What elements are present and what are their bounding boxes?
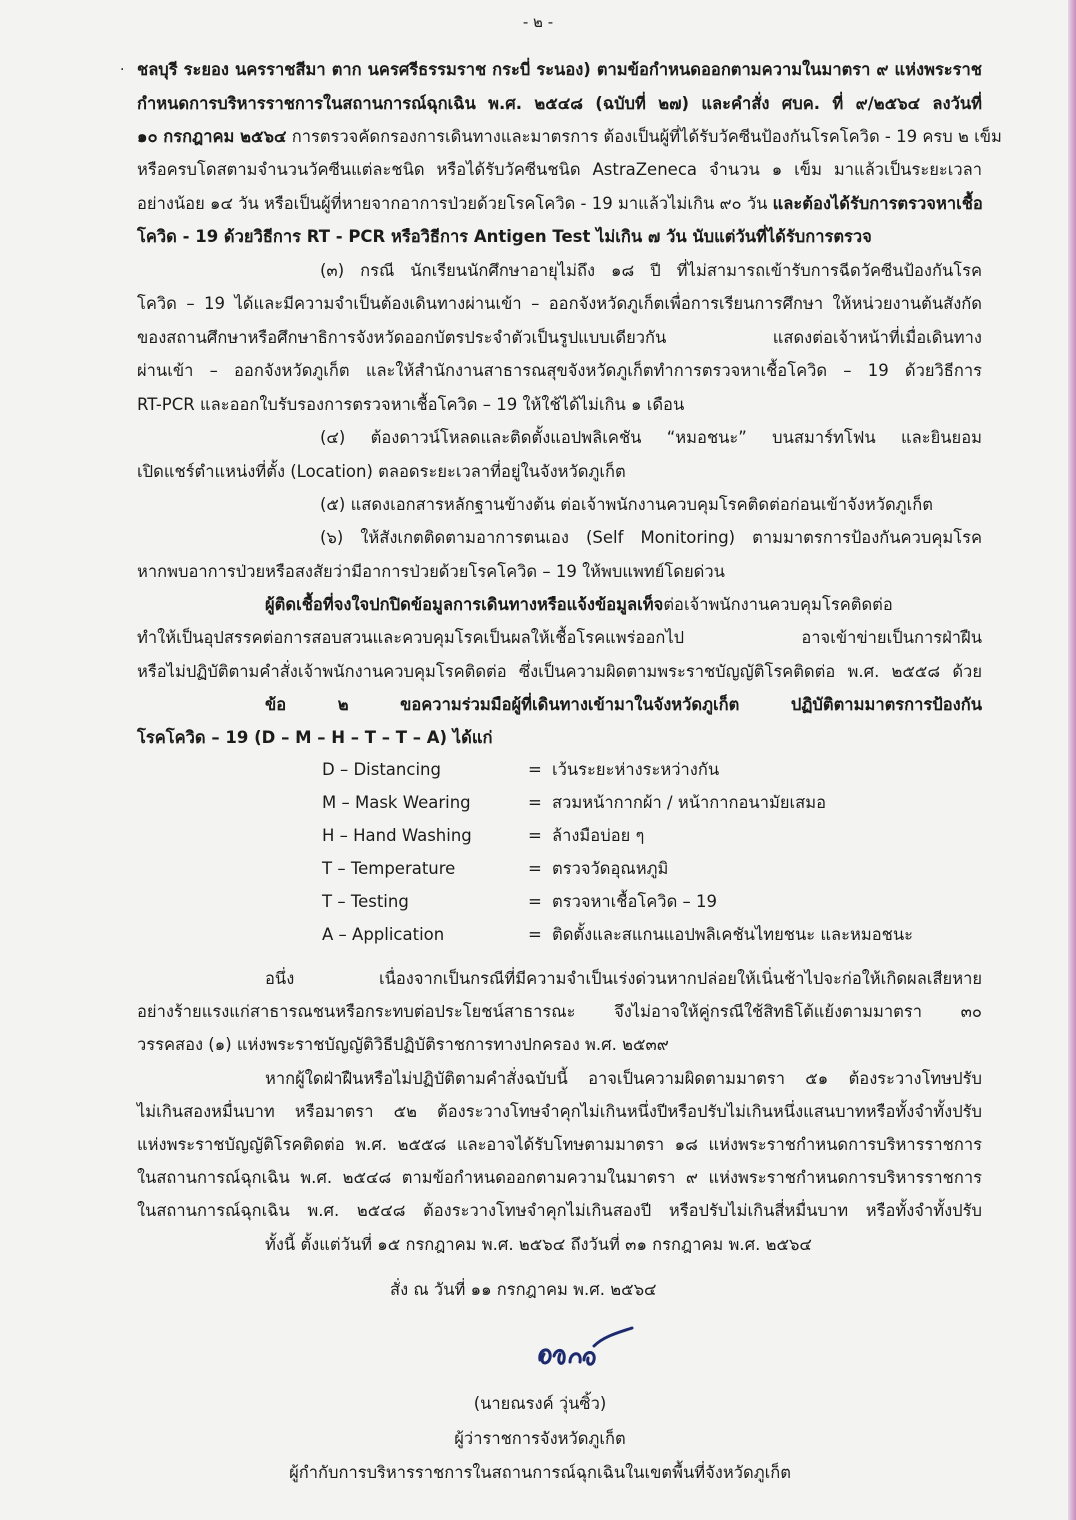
measure-code: M – Mask Wearing <box>322 793 471 812</box>
clause-heading: ข้อ ๒ ขอความร่วมมือผู้ที่เดินทางเข้ามาในจังหวัดภูเก็ต ปฏิบัติตามมาตรการป้องกัน <box>265 695 982 714</box>
bullet-mark: · <box>120 62 125 78</box>
measure-desc: ตรวจวัดอุณหภูมิ <box>552 859 669 878</box>
body-line: ไม่เกินสองหมื่นบาท หรือมาตรา ๕๒ ต้องระวางโทษจำคุกไม่เกินหนึ่งปีหรือปรับไม่เกินหนึ่งแสนบาทหรือทั้งจำทั้งปรับ <box>137 1102 982 1121</box>
body-line: RT-PCR และออกใบรับรองการตรวจหาเชื้อโควิด – 19 ให้ใช้ได้ไม่เกิน ๑ เดือน <box>137 395 685 414</box>
measure-equals: = <box>528 826 542 845</box>
body-text: การตรวจคัดกรองการเดินทางและมาตรการ ต้องเป็นผู้ที่ได้รับวัคซีนป้องกันโรคโควิด - 19 ครบ ๒ เข็ม <box>286 127 1002 146</box>
body-line: (๓) กรณี นักเรียนนักศึกษาอายุไม่ถึง ๑๘ ปี ที่ไม่สามารถเข้ารับการฉีดวัคซีนป้องกันโรค <box>320 261 982 280</box>
measure-equals: = <box>528 793 542 812</box>
body-line: อย่างร้ายแรงแก่สาธารณชนหรือกระทบต่อประโยชน์สาธารณะ จึงไม่อาจให้คู่กรณีใช้สิทธิโต้แย้งตามมาตรา ๓๐ <box>137 1002 982 1021</box>
measure-equals: = <box>528 859 542 878</box>
page-number: - ๒ - <box>522 13 554 31</box>
handwritten-signature <box>530 1318 650 1378</box>
bold-text: และต้องได้รับการตรวจหาเชื้อ <box>772 194 983 213</box>
body-line: เปิดแชร์ตำแหน่งที่ตั้ง (Location) ตลอดระยะเวลาที่อยู่ในจังหวัดภูเก็ต <box>137 462 626 481</box>
measure-code: D – Distancing <box>322 760 441 779</box>
body-line <box>137 193 982 215</box>
body-line: แห่งพระราชบัญญัติโรคติดต่อ พ.ศ. ๒๕๕๘ และอาจได้รับโทษตามมาตรา ๑๘ แห่งพระราชกำหนดการบริหารราชการ <box>137 1135 982 1154</box>
body-line: หากพบอาการป่วยหรือสงสัยว่ามีอาการป่วยด้วยโรคโควิด – 19 ให้พบแพทย์โดยด่วน <box>137 562 725 581</box>
measure-desc: ล้างมือบ่อย ๆ <box>552 826 645 845</box>
signer-name: (นายณรงค์ วุ่นซิ้ว) <box>473 1394 607 1413</box>
body-line: ในสถานการณ์ฉุกเฉิน พ.ศ. ๒๕๔๘ ต้องระวางโทษจำคุกไม่เกินสองปี หรือปรับไม่เกินสี่หมื่นบาท หรือทั้งจำทั้งปรับ <box>137 1201 982 1220</box>
effective-period: ทั้งนี้ ตั้งแต่วันที่ ๑๕ กรกฎาคม พ.ศ. ๒๕๖๔ ถึงวันที่ ๓๑ กรกฎาคม พ.ศ. ๒๕๖๔ <box>265 1235 812 1254</box>
clause-heading: โรคโควิด – 19 (D – M – H – T – T – A) ได้แก่ <box>137 728 493 747</box>
measure-desc: สวมหน้ากากผ้า / หน้ากากอนามัยเสมอ <box>552 793 827 812</box>
body-line: วรรคสอง (๑) แห่งพระราชบัญญัติวิธีปฏิบัติราชการทางปกครอง พ.ศ. ๒๕๓๙ <box>137 1035 669 1054</box>
body-line: ผ่านเข้า – ออกจังหวัดภูเก็ต และให้สำนักงานสาธารณสุขจังหวัดภูเก็ตทำการตรวจหาเชื้อโควิด – 19 ด้วยวิธีการ <box>137 361 982 380</box>
measure-desc: ตรวจหาเชื้อโควิด – 19 <box>552 892 718 911</box>
measure-equals: = <box>528 925 542 944</box>
body-line: ชลบุรี ระยอง นครราชสีมา ตาก นครศรีธรรมราช กระบี่ ระนอง) ตามข้อกำหนดออกตามความในมาตรา ๙ แห่งพระราช <box>137 60 982 79</box>
body-text: อย่างน้อย ๑๔ วัน หรือเป็นผู้ที่หายจากอาการป่วยด้วยโรคโควิด - 19 มาแล้วไม่เกิน ๙๐ วัน <box>137 194 773 213</box>
signer-title: ผู้ว่าราชการจังหวัดภูเก็ต <box>454 1429 626 1448</box>
measure-equals: = <box>528 892 542 911</box>
measure-code: H – Hand Washing <box>322 826 472 845</box>
body-line: (๔) ต้องดาวน์โหลดและติดตั้งแอปพลิเคชัน “หมอชนะ” บนสมาร์ทโฟน และยินยอม <box>320 428 982 447</box>
body-line: โควิด – 19 ได้และมีความจำเป็นต้องเดินทางผ่านเข้า – ออกจังหวัดภูเก็ตเพื่อการเรียนการศึกษา ให้หน่วยงานต้นสังกัด <box>137 294 982 313</box>
measure-equals: = <box>528 760 542 779</box>
body-line: ในสถานการณ์ฉุกเฉิน พ.ศ. ๒๕๔๘ ตามข้อกำหนดออกตามความในมาตรา ๙ แห่งพระราชกำหนดการบริหารราชการ <box>137 1168 982 1187</box>
body-line: หากผู้ใดฝ่าฝืนหรือไม่ปฏิบัติตามคำสั่งฉบับนี้ อาจเป็นความผิดตามมาตรา ๕๑ ต้องระวางโทษปรับ <box>265 1069 982 1088</box>
body-line: (๖) ให้สังเกตติดตามอาการตนเอง (Self Monitoring) ตามมาตรการป้องกันควบคุมโรค <box>320 528 982 547</box>
body-line: กำหนดการบริหารราชการในสถานการณ์ฉุกเฉิน พ.ศ. ๒๕๔๘ (ฉบับที่ ๒๗) และคำสั่ง ศบค. ที่ ๙/๒๕๖๔ ลงวันที่ <box>137 94 982 113</box>
signer-role: ผู้กำกับการบริหารราชการในสถานการณ์ฉุกเฉินในเขตพื้นที่จังหวัดภูเก็ต <box>289 1463 791 1482</box>
measure-code: T – Temperature <box>322 859 456 878</box>
body-line: อนึ่ง เนื่องจากเป็นกรณีที่มีความจำเป็นเร่งด่วนหากปล่อยให้เนิ่นช้าไปจะก่อให้เกิดผลเสียหาย <box>265 969 982 988</box>
body-line <box>137 126 1002 148</box>
body-line <box>265 594 982 616</box>
measure-code: T – Testing <box>322 892 409 911</box>
date-emphasis: ๑๐ กรกฎาคม ๒๕๖๔ <box>137 127 287 146</box>
page-edge-stripe <box>1068 0 1076 1520</box>
body-line: ของสถานศึกษาหรือศึกษาธิการจังหวัดออกบัตรประจำตัวเป็นรูปแบบเดียวกัน แสดงต่อเจ้าหน้าที่เมื่อเดินทาง <box>137 328 982 347</box>
measure-desc: เว้นระยะห่างระหว่างกัน <box>552 760 720 779</box>
body-text: ต่อเจ้าพนักงานควบคุมโรคติดต่อ <box>663 595 893 614</box>
body-line: หรือครบโดสตามจำนวนวัคซีนแต่ละชนิด หรือได้รับวัคซีนชนิด AstraZeneca จำนวน ๑ เข็ม มาแล้วเป็นระยะเวลา <box>137 160 982 179</box>
body-line: โควิด - 19 ด้วยวิธีการ RT - PCR หรือวิธีการ Antigen Test ไม่เกิน ๗ วัน นับแต่วันที่ได้รับการตรวจ <box>137 227 872 246</box>
body-line: หรือไม่ปฏิบัติตามคำสั่งเจ้าพนักงานควบคุมโรคติดต่อ ซึ่งเป็นความผิดตามพระราชบัญญัติโรคติดต่อ พ.ศ. ๒๕๕๘ ด้วย <box>137 662 982 681</box>
bold-text: ผู้ติดเชื้อที่จงใจปกปิดข้อมูลการเดินทางหรือแจ้งข้อมูลเท็จ <box>265 595 664 614</box>
body-line: (๕) แสดงเอกสารหลักฐานข้างต้น ต่อเจ้าพนักงานควบคุมโรคติดต่อก่อนเข้าจังหวัดภูเก็ต <box>320 495 933 514</box>
measure-desc: ติดตั้งและสแกนแอปพลิเคชันไทยชนะ และหมอชนะ <box>552 925 913 944</box>
body-line: ทำให้เป็นอุปสรรคต่อการสอบสวนและควบคุมโรคเป็นผลให้เชื้อโรคแพร่ออกไป อาจเข้าข่ายเป็นการฝ่าฝืน <box>137 628 982 647</box>
order-date: สั่ง ณ วันที่ ๑๑ กรกฎาคม พ.ศ. ๒๕๖๔ <box>390 1280 657 1299</box>
measure-code: A – Application <box>322 925 445 944</box>
